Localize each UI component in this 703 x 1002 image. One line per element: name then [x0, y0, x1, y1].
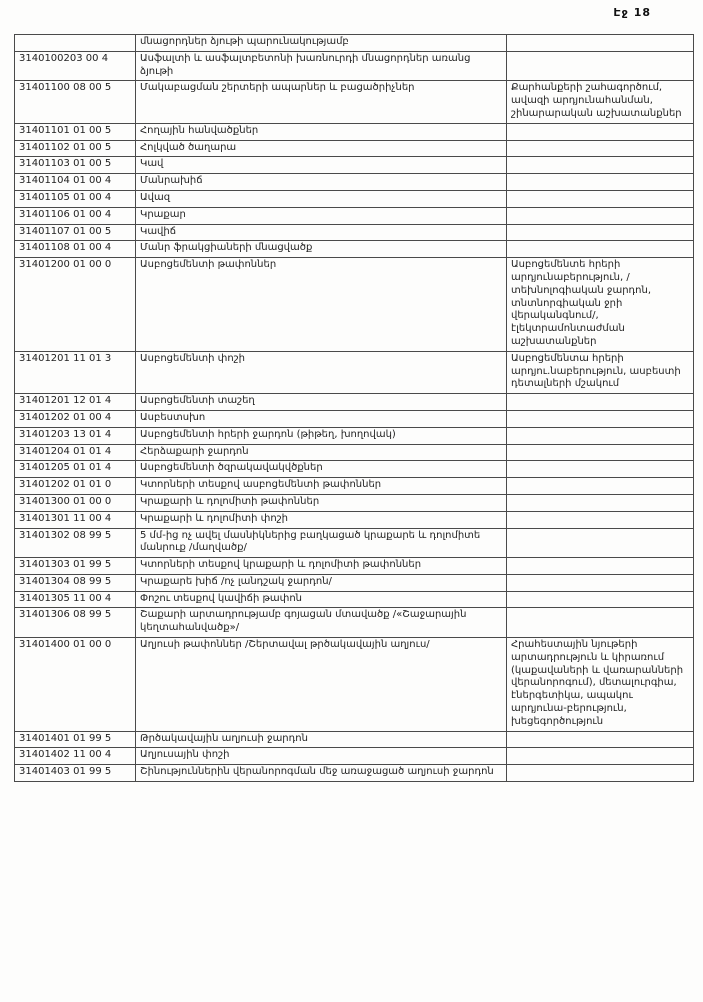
cell-code: 31401102 01 00 5: [15, 140, 136, 157]
cell-description: Շաքարի արտադրությամբ գոյացան մտավածք /«Շաջարային կեղտահանվածք»/: [136, 608, 507, 638]
cell-code: 31401302 08 99 5: [15, 528, 136, 558]
table-row: [15, 51, 694, 81]
cell-code: 31401402 11 00 4: [15, 748, 136, 765]
table-row: [15, 748, 694, 765]
cell-code: 31401401 01 99 5: [15, 731, 136, 748]
cell-description: Մանր ֆրակցիաների մնացվածք: [136, 241, 507, 258]
cell-description: Շինություններին վերանորոգման մեջ առաջացած աղյուսի ջարդոն: [136, 765, 507, 782]
cell-notes: Ասբոցեմենտա հրերի արդյու.նաբերություն, ասբեստի դետալների մշակում: [507, 351, 694, 393]
cell-notes: [507, 478, 694, 495]
table-row: [15, 765, 694, 782]
cell-notes: [507, 591, 694, 608]
cell-notes: [507, 51, 694, 81]
cell-notes: [507, 157, 694, 174]
cell-code: [15, 35, 136, 52]
cell-code: 31401204 01 01 4: [15, 444, 136, 461]
cell-notes: [507, 494, 694, 511]
table-row: [15, 574, 694, 591]
table-row: [15, 410, 694, 427]
cell-code: 31401101 01 00 5: [15, 123, 136, 140]
cell-code: 31401305 11 00 4: [15, 591, 136, 608]
cell-code: 31401205 01 01 4: [15, 461, 136, 478]
cell-description: Ասբոցեմենտի հրերի ջարդոն (թիթեղ, խողովակ): [136, 427, 507, 444]
cell-code: 31401202 01 01 0: [15, 478, 136, 495]
cell-code: 31401300 01 00 0: [15, 494, 136, 511]
cell-description: Ասբեստսխո: [136, 410, 507, 427]
table-row: [15, 511, 694, 528]
cell-notes: [507, 207, 694, 224]
cell-notes: [507, 731, 694, 748]
waste-classification-table: [14, 34, 694, 782]
table-row: [15, 241, 694, 258]
cell-notes: Հրահեստային նյութերի արտադրություն և կիրառում (կաքավաների և վառարանների վերանորոգում), մետալուրգիա, էներգետիկա, ապակու արդյունա-բերություն, խեցեգործություն: [507, 638, 694, 732]
table-row: [15, 258, 694, 352]
cell-description: Կրաքարի և դոլոմիտի փոշի: [136, 511, 507, 528]
table-row: [15, 461, 694, 478]
table-row: [15, 351, 694, 393]
cell-description: Կրաքարի և դոլոմիտի թափոններ: [136, 494, 507, 511]
cell-description: Կավ: [136, 157, 507, 174]
cell-code: 31401103 01 00 5: [15, 157, 136, 174]
cell-notes: [507, 224, 694, 241]
cell-code: 31401100 08 00 5: [15, 81, 136, 123]
cell-notes: [507, 574, 694, 591]
table-row: [15, 528, 694, 558]
table-row: [15, 190, 694, 207]
cell-notes: [507, 35, 694, 52]
cell-description: Ասֆալտի և ասֆալտբետոնի խառնուրդի մնացորդներ առանց ձյութի: [136, 51, 507, 81]
cell-notes: [507, 528, 694, 558]
cell-code: 31401201 11 01 3: [15, 351, 136, 393]
cell-description: Կտորների տեսքով ասբոցեմենտի թափոններ: [136, 478, 507, 495]
cell-description: Աղյուսի թափոններ /Շերտավալ թրծակավային աղյուս/: [136, 638, 507, 732]
waste-table-body: [15, 35, 694, 782]
table-row: [15, 35, 694, 52]
cell-code: 31401201 12 01 4: [15, 394, 136, 411]
table-row: [15, 731, 694, 748]
cell-code: 31401306 08 99 5: [15, 608, 136, 638]
cell-code: 31401202 01 00 4: [15, 410, 136, 427]
table-row: [15, 174, 694, 191]
cell-code: 31401304 08 99 5: [15, 574, 136, 591]
cell-code: 31401400 01 00 0: [15, 638, 136, 732]
table-row: [15, 224, 694, 241]
cell-description: Թրծակավային աղյուսի ջարդոն: [136, 731, 507, 748]
cell-description: Հերձաքարի ջարդոն: [136, 444, 507, 461]
cell-code: 31401200 01 00 0: [15, 258, 136, 352]
page-number-label: Էջ 18: [613, 6, 651, 19]
cell-notes: [507, 174, 694, 191]
table-row: [15, 558, 694, 575]
table-row: [15, 494, 694, 511]
cell-code: 31401203 13 01 4: [15, 427, 136, 444]
table-row: [15, 394, 694, 411]
cell-description: 5 մմ-ից ոչ ավել մասնիկներից բաղկացած կրաքարե և դոլոմիտե մանրուք /մաղվածք/: [136, 528, 507, 558]
cell-code: 31401301 11 00 4: [15, 511, 136, 528]
cell-notes: [507, 190, 694, 207]
cell-description: Աղյուսային փոշի: [136, 748, 507, 765]
cell-code: 31401105 01 00 4: [15, 190, 136, 207]
cell-description: Ասբոցեմենտի փոշի: [136, 351, 507, 393]
cell-description: Կրաքար: [136, 207, 507, 224]
cell-description: Ասբոցեմենտի թափոններ: [136, 258, 507, 352]
cell-description: Ասբոցեմենտի տաշեղ: [136, 394, 507, 411]
cell-code: 3140100203 00 4: [15, 51, 136, 81]
cell-notes: Ասբոցեմենտե հրերի արդյունաբերություն, /տեխնոլոգիական ջարդոն, տնտնորգիական ջրի վերականգնում/, էլեկտրամոնտաժման աշխատանքներ: [507, 258, 694, 352]
cell-notes: Քարհանքերի շահագործում, ավազի արդյունահանման, շինարարական աշխատանքներ: [507, 81, 694, 123]
cell-notes: [507, 140, 694, 157]
cell-notes: [507, 558, 694, 575]
table-row: [15, 81, 694, 123]
cell-code: 31401107 01 00 5: [15, 224, 136, 241]
cell-notes: [507, 241, 694, 258]
cell-code: 31401403 01 99 5: [15, 765, 136, 782]
table-row: [15, 123, 694, 140]
cell-description: Փոշու տեսքով կավիճի թափոն: [136, 591, 507, 608]
cell-notes: [507, 608, 694, 638]
cell-description: Ասբոցեմենտի ծզրակավակվծքներ: [136, 461, 507, 478]
cell-notes: [507, 427, 694, 444]
table-row: [15, 608, 694, 638]
cell-description: Կտորների տեսքով կրաքարի և դոլոմիտի թափոններ: [136, 558, 507, 575]
cell-description: Կրաքարե խիճ /ոչ լանդշակ ջարդոն/: [136, 574, 507, 591]
cell-notes: [507, 765, 694, 782]
cell-description: Ավազ: [136, 190, 507, 207]
cell-description: Հողային հանվածքներ: [136, 123, 507, 140]
cell-code: 31401303 01 99 5: [15, 558, 136, 575]
cell-notes: [507, 123, 694, 140]
cell-code: 31401106 01 00 4: [15, 207, 136, 224]
cell-description: Մանրախիճ: [136, 174, 507, 191]
cell-description: Կավիճ: [136, 224, 507, 241]
cell-code: 31401108 01 00 4: [15, 241, 136, 258]
table-row: [15, 157, 694, 174]
cell-notes: [507, 410, 694, 427]
table-row: [15, 591, 694, 608]
table-row: [15, 140, 694, 157]
cell-notes: [507, 461, 694, 478]
table-row: [15, 207, 694, 224]
cell-description: մնացորդներ ձյութի պարունակությամբ: [136, 35, 507, 52]
cell-notes: [507, 748, 694, 765]
cell-code: 31401104 01 00 4: [15, 174, 136, 191]
table-row: [15, 427, 694, 444]
cell-notes: [507, 444, 694, 461]
table-row: [15, 638, 694, 732]
table-row: [15, 478, 694, 495]
cell-notes: [507, 511, 694, 528]
cell-notes: [507, 394, 694, 411]
cell-description: Մակաբացման շերտերի ապարներ և բացածրիչներ: [136, 81, 507, 123]
table-row: [15, 444, 694, 461]
cell-description: Հոլկված ծաղարա: [136, 140, 507, 157]
